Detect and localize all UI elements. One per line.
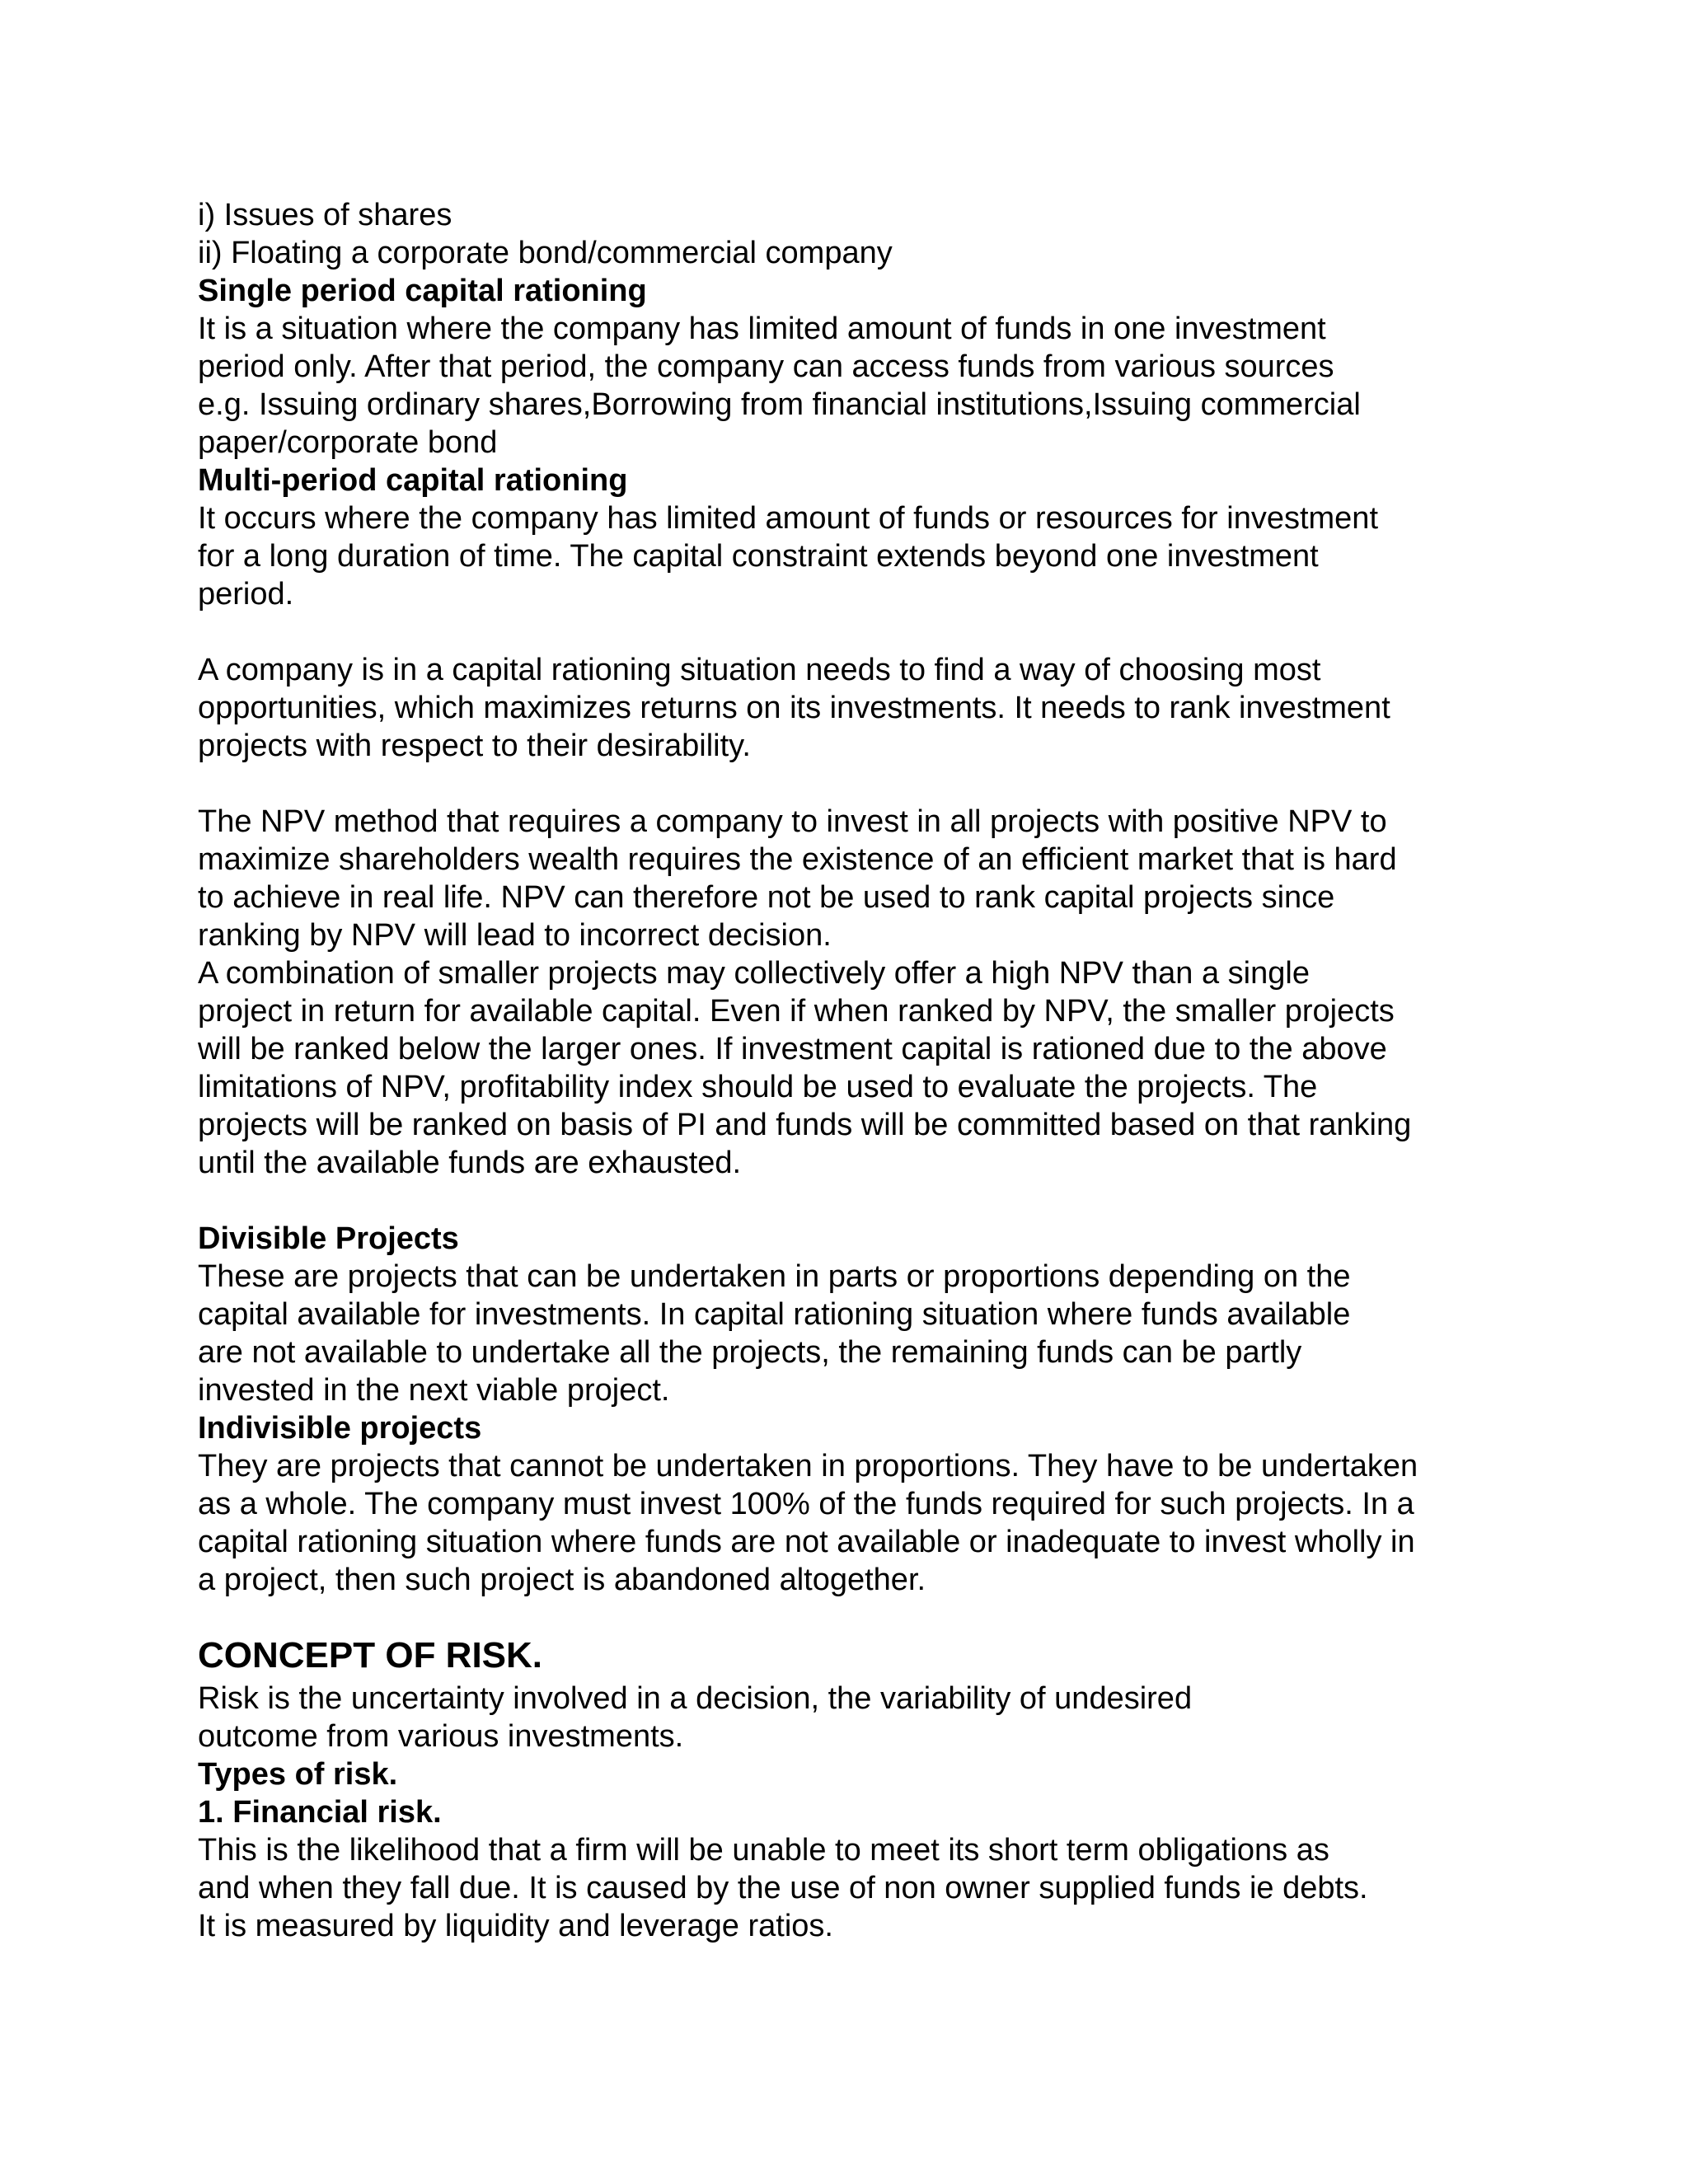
paragraph-line: projects with respect to their desirability. bbox=[198, 729, 751, 763]
section-heading-indivisible: Indivisible projects bbox=[198, 1411, 482, 1446]
paragraph-line: period only. After that period, the company can access funds from various sources bbox=[198, 349, 1334, 384]
paragraph-line: A combination of smaller projects may collectively offer a high NPV than a single bbox=[198, 956, 1310, 991]
paragraph-line: ranking by NPV will lead to incorrect decision. bbox=[198, 918, 832, 953]
chapter-heading-risk: CONCEPT OF RISK. bbox=[198, 1635, 543, 1675]
paragraph-line: and when they fall due. It is caused by the use of non owner supplied funds ie debts. bbox=[198, 1871, 1368, 1905]
paragraph-line: outcome from various investments. bbox=[198, 1719, 684, 1754]
paragraph-line: capital rationing situation where funds are not available or inadequate to invest wholly in bbox=[198, 1525, 1415, 1559]
list-item: i) Issues of shares bbox=[198, 198, 452, 232]
paragraph-line: opportunities, which maximizes returns on its investments. It needs to rank investment bbox=[198, 691, 1390, 725]
paragraph-line: projects will be ranked on basis of PI and funds will be committed based on that ranking bbox=[198, 1108, 1412, 1142]
paragraph-spacer bbox=[198, 765, 1517, 803]
paragraph-line: as a whole. The company must invest 100% of the funds required for such projects. In a bbox=[198, 1487, 1414, 1521]
paragraph-line: period. bbox=[198, 577, 294, 612]
list-item: ii) Floating a corporate bond/commercial company bbox=[198, 236, 893, 270]
paragraph-line: invested in the next viable project. bbox=[198, 1373, 670, 1408]
paragraph-spacer bbox=[198, 1599, 1517, 1632]
section-heading-multi-period: Multi-period capital rationing bbox=[198, 463, 628, 498]
paragraph-spacer bbox=[198, 1182, 1517, 1220]
paragraph-line: It is measured by liquidity and leverage ratios. bbox=[198, 1909, 833, 1943]
paragraph-line: maximize shareholders wealth requires the existence of an efficient market that is hard bbox=[198, 842, 1397, 877]
paragraph-line: These are projects that can be undertaken in parts or proportions depending on the bbox=[198, 1259, 1351, 1294]
paragraph-line: until the available funds are exhausted. bbox=[198, 1146, 742, 1180]
paragraph-line: for a long duration of time. The capital constraint extends beyond one investment bbox=[198, 539, 1319, 574]
section-heading-single-period: Single period capital rationing bbox=[198, 274, 647, 308]
paragraph-line: This is the likelihood that a firm will be unable to meet its short term obligations as bbox=[198, 1833, 1329, 1868]
paragraph-line: to achieve in real life. NPV can therefore not be used to rank capital projects since bbox=[198, 880, 1335, 915]
paragraph-line: Risk is the uncertainty involved in a decision, the variability of undesired bbox=[198, 1681, 1193, 1716]
document-body bbox=[198, 196, 1517, 1945]
paragraph-line: They are projects that cannot be undertaken in proportions. They have to be undertaken bbox=[198, 1449, 1418, 1483]
paragraph-spacer bbox=[198, 613, 1517, 651]
paragraph-line: paper/corporate bond bbox=[198, 425, 498, 460]
paragraph-line: limitations of NPV, profitability index should be used to evaluate the projects. The bbox=[198, 1070, 1318, 1104]
paragraph-line: are not available to undertake all the projects, the remaining funds can be partly bbox=[198, 1335, 1302, 1370]
paragraph-line: capital available for investments. In capital rationing situation where funds available bbox=[198, 1297, 1351, 1332]
paragraph-line: e.g. Issuing ordinary shares,Borrowing from financial institutions,Issuing commercial bbox=[198, 387, 1361, 422]
section-heading-types-of-risk: Types of risk. bbox=[198, 1757, 398, 1792]
paragraph-line: a project, then such project is abandoned altogether. bbox=[198, 1563, 926, 1597]
paragraph-line: A company is in a capital rationing situation needs to find a way of choosing most bbox=[198, 653, 1321, 687]
paragraph-line: The NPV method that requires a company to invest in all projects with positive NPV to bbox=[198, 804, 1387, 839]
section-heading-divisible: Divisible Projects bbox=[198, 1221, 459, 1256]
paragraph-line: It is a situation where the company has limited amount of funds in one investment bbox=[198, 312, 1326, 346]
paragraph-line: will be ranked below the larger ones. If investment capital is rationed due to the above bbox=[198, 1032, 1387, 1066]
section-heading-financial-risk: 1. Financial risk. bbox=[198, 1795, 442, 1830]
paragraph-line: It occurs where the company has limited amount of funds or resources for investment bbox=[198, 501, 1378, 536]
paragraph-line: project in return for available capital. Even if when ranked by NPV, the smaller projects bbox=[198, 994, 1395, 1029]
